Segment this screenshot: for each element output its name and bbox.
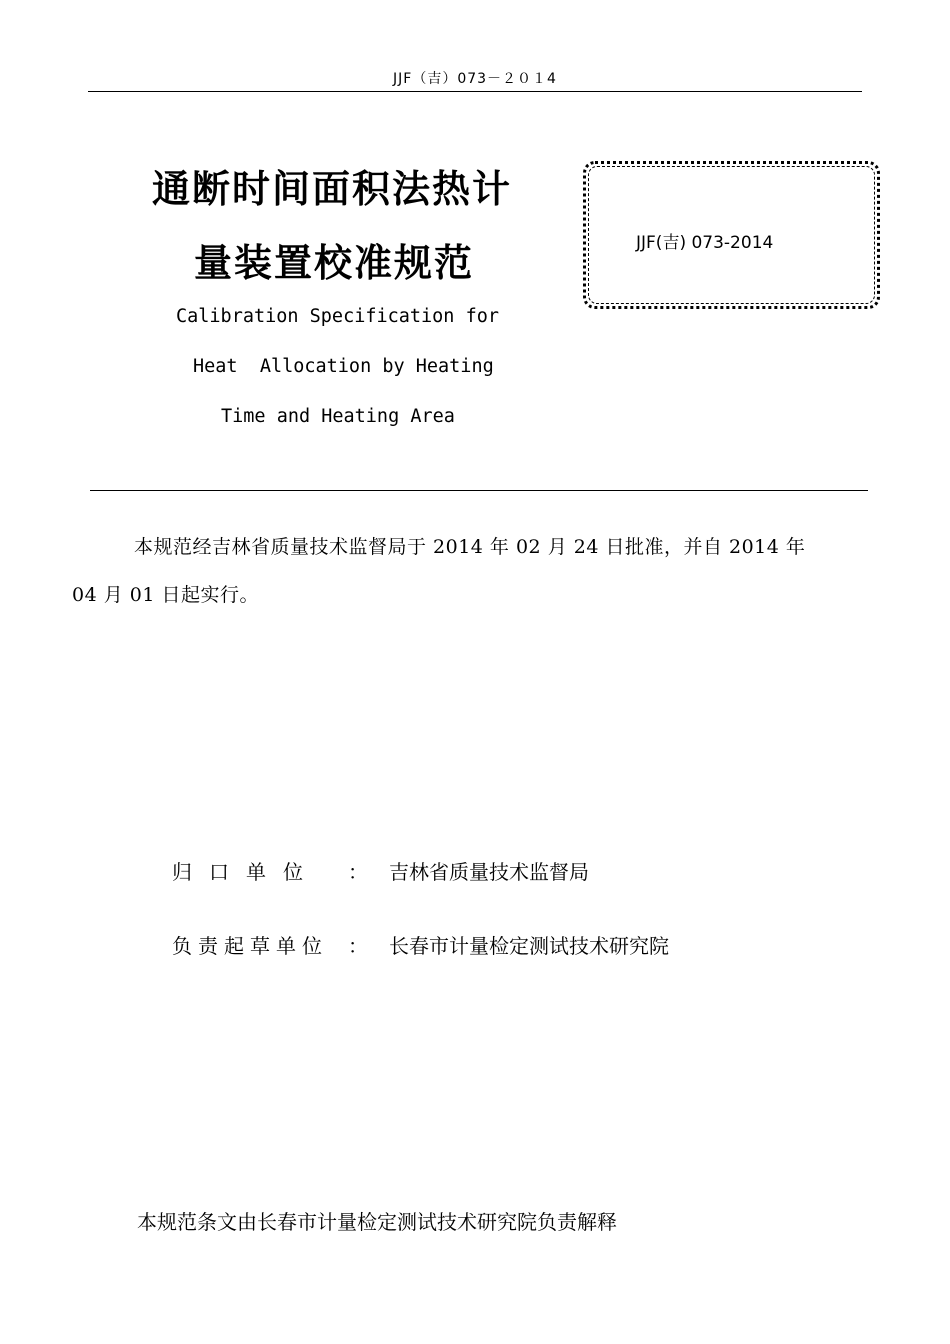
standard-code: JJF(吉) 073-2014 — [636, 233, 774, 253]
title-english-line-1: Calibration Specification for — [176, 306, 500, 327]
title-english-line-2: Heat Allocation by Heating — [193, 356, 494, 377]
approval-text-line-2: 04 月 01 日起实行。 — [72, 584, 259, 606]
title-chinese-line-1: 通断时间面积法热计 — [152, 167, 513, 211]
title-english-line-3: Time and Heating Area — [221, 406, 455, 427]
responsible-unit-colon: ： — [348, 860, 368, 884]
running-header: JJF（吉）073－２０１4 — [393, 71, 557, 87]
drafting-unit-colon: ： — [348, 934, 368, 958]
responsible-unit-value: 吉林省质量技术监督局 — [389, 860, 589, 884]
header-rule — [88, 91, 862, 92]
drafting-unit-label: 负责起草单位 — [172, 934, 328, 958]
interpretation-note: 本规范条文由长春市计量检定测试技术研究院负责解释 — [137, 1210, 617, 1234]
drafting-unit-value: 长春市计量检定测试技术研究院 — [389, 934, 669, 958]
title-chinese-line-2: 量装置校准规范 — [194, 241, 475, 285]
approval-text-line-1: 本规范经吉林省质量技术监督局于 2014 年 02 月 24 日批准，并自 2014 年 — [134, 536, 806, 558]
responsible-unit-label: 归口单位 — [172, 860, 320, 884]
section-divider — [90, 490, 868, 491]
